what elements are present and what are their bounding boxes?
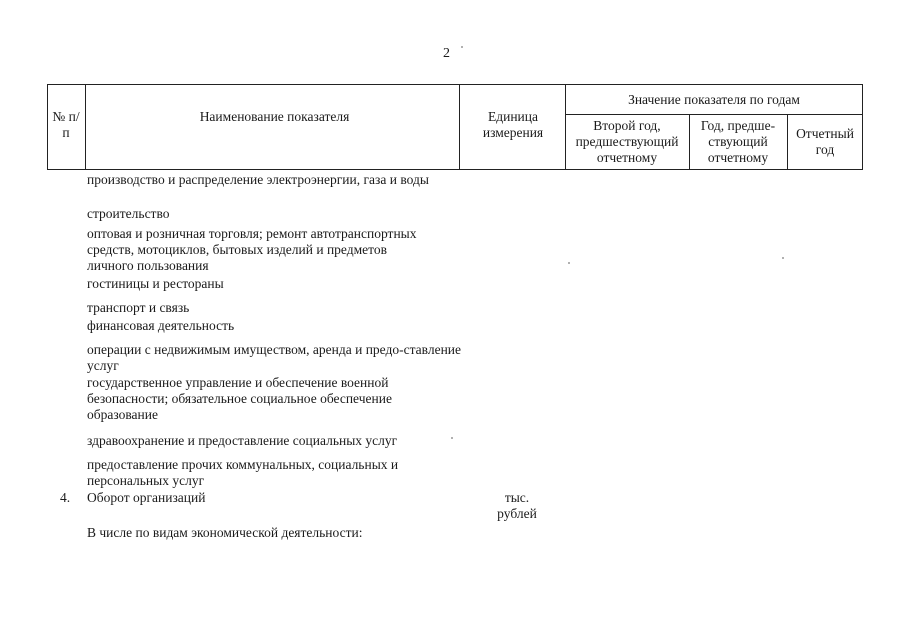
subheading: В числе по видам экономической деятельности: — [87, 525, 363, 540]
list-item: финансовая деятельность — [87, 318, 235, 333]
item-number: 4. — [60, 490, 71, 505]
list-item: гостиницы и рестораны — [87, 276, 224, 291]
scan-speck — [782, 257, 784, 259]
column-header-year-minus-1: Год, предше-ствующий отчетному — [700, 118, 776, 165]
list-item: государственное управление и обеспечение военной безопасности; обязательное социальное обеспечение образование — [87, 375, 392, 422]
list-item: предоставление прочих коммунальных, социальных и персональных услуг — [87, 457, 399, 488]
item-name: Оборот организаций — [87, 490, 206, 505]
column-header-name: Наименование показателя — [199, 109, 350, 124]
column-header-values-group: Значение показателя по годам — [628, 92, 800, 107]
list-item: здравоохранение и предоставление социальных услуг — [87, 433, 398, 448]
page-number: 2 — [443, 46, 450, 61]
list-item: операции с недвижимым имуществом, аренда и предо-ставление услуг — [87, 342, 462, 373]
column-header-year-minus-2: Второй год, предшествующий отчетному — [575, 118, 679, 165]
list-item: оптовая и розничная торговля; ремонт автотранспортных средств, мотоциклов, бытовых изделий и предметов личного пользования — [87, 226, 417, 273]
scan-speck — [451, 437, 453, 439]
list-item: строительство — [87, 206, 170, 221]
column-header-reporting-year: Отчетный год — [796, 126, 854, 157]
table-header — [47, 84, 863, 170]
list-item: транспорт и связь — [87, 300, 190, 315]
item-unit: тыс. рублей — [497, 490, 537, 521]
scan-speck — [461, 46, 463, 48]
scan-speck — [568, 262, 570, 264]
list-item: производство и распределение электроэнергии, газа и воды — [87, 172, 429, 187]
column-header-unit: Единица измерения — [482, 109, 544, 140]
column-header-number: № п/п — [52, 109, 80, 140]
